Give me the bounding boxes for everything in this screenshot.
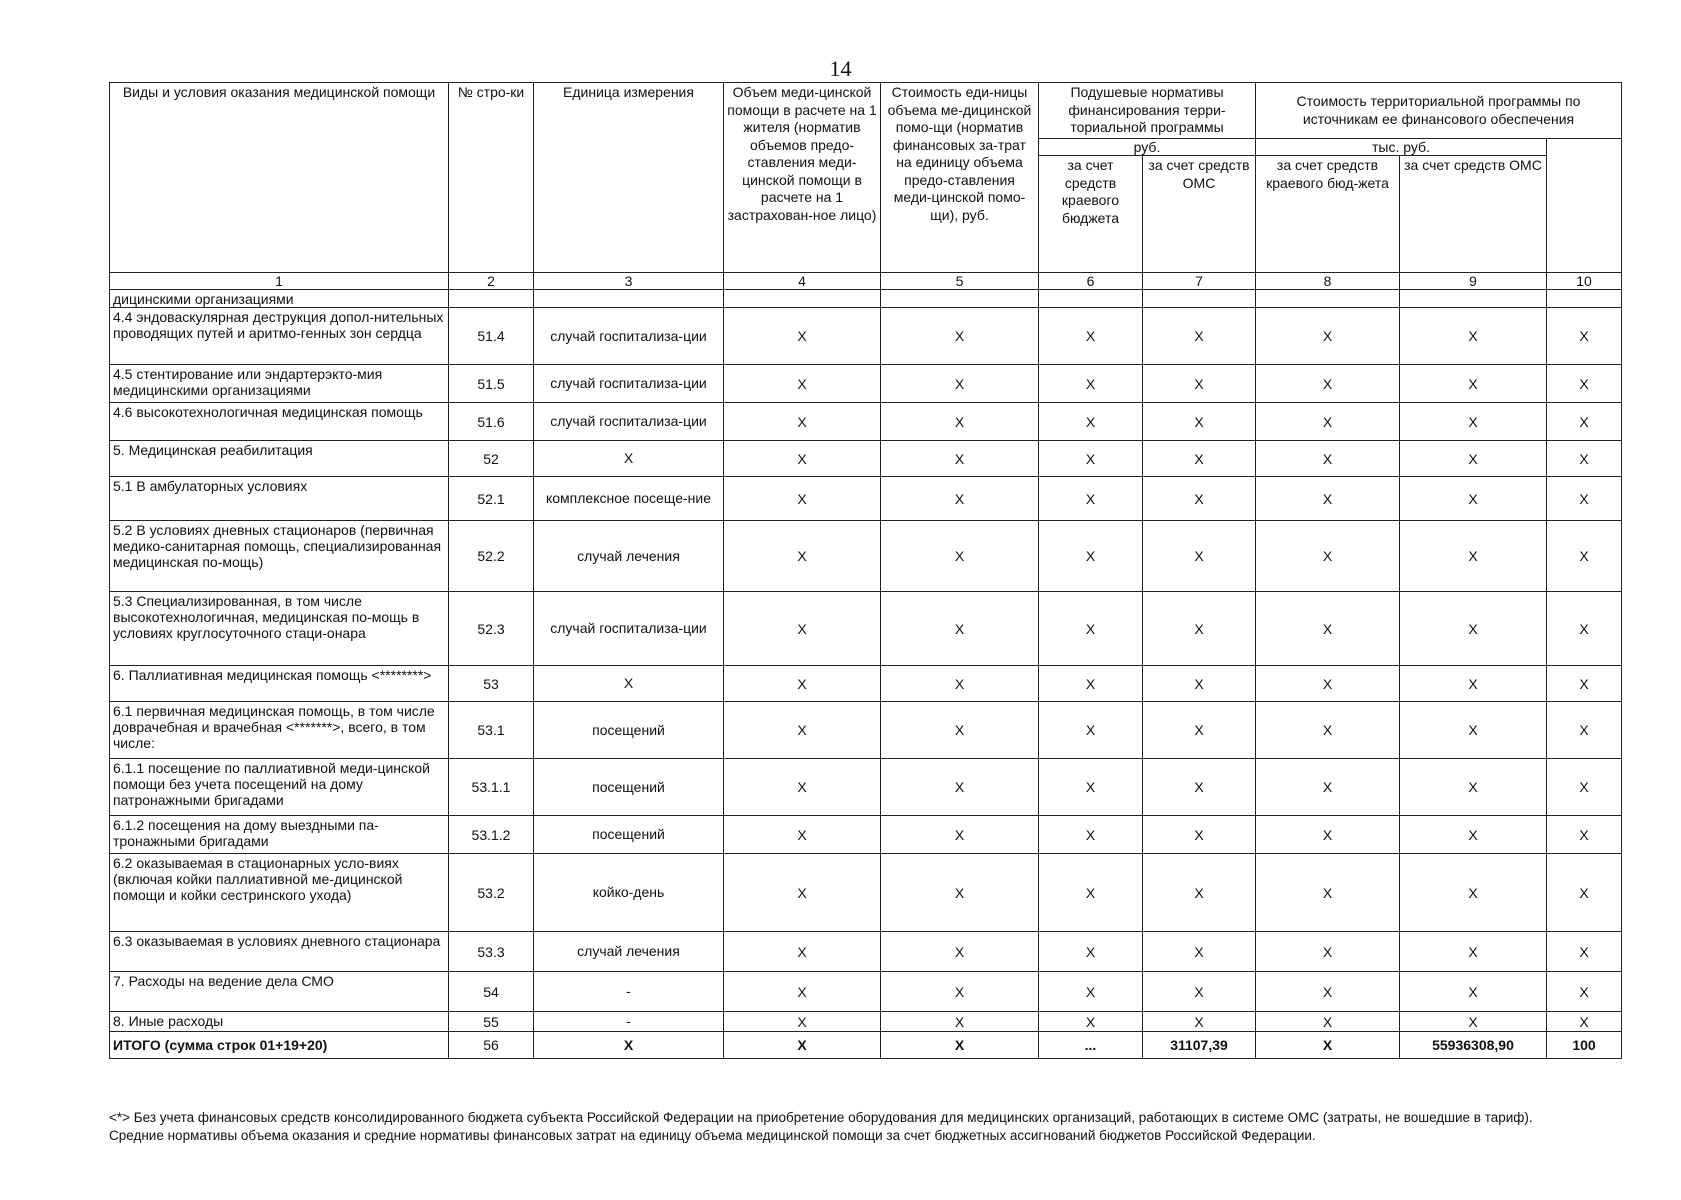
row-number-cell: 51.5: [449, 365, 534, 403]
row-label: 6.1.2 посещения на дому выездными па-тронажными бригадами: [110, 816, 449, 854]
value-cell-c8: X: [1256, 666, 1400, 702]
value-cell-c6: X: [1039, 1012, 1143, 1032]
value-cell-c8: X: [1256, 854, 1400, 932]
row-label: 6.2 оказываемая в стационарных усло-виях (включая койки паллиативной ме-дицинской помощи и койки сестринского ухода): [110, 854, 449, 932]
column-index: 9: [1400, 273, 1547, 290]
value-cell-c7: X: [1143, 592, 1256, 666]
value-cell-c4: X: [724, 759, 881, 816]
value-cell-c7: X: [1143, 854, 1256, 932]
value-cell-c9: X: [1400, 759, 1547, 816]
value-cell-c6: X: [1039, 854, 1143, 932]
value-cell-c9: X: [1400, 816, 1547, 854]
unit-cell: случай лечения: [534, 521, 724, 592]
header-oms-norm: за счет средств ОМС: [1143, 156, 1256, 273]
header-care-types: Виды и условия оказания медицинской помощи: [110, 83, 449, 273]
row-label: ИТОГО (сумма строк 01+19+20): [110, 1032, 449, 1059]
row-label: 6.1.1 посещение по паллиативной меди-цинской помощи без учета посещений на дому патронажными бригадами: [110, 759, 449, 816]
value-cell-c6: X: [1039, 932, 1143, 972]
row-number-cell: 53: [449, 666, 534, 702]
unit-cell: X: [534, 666, 724, 702]
page-number: 14: [829, 56, 852, 81]
table-row: [110, 403, 1622, 441]
row-label: 4.4 эндоваскулярная деструкция допол-нительных проводящих путей и аритмо-генных зон сердца: [110, 308, 449, 365]
value-cell-c5: X: [881, 365, 1039, 403]
value-cell-c4: X: [724, 972, 881, 1012]
header-unit-rub: руб.: [1039, 139, 1256, 156]
unit-cell: X: [534, 441, 724, 477]
value-cell-c6: X: [1039, 403, 1143, 441]
value-cell-c7: X: [1143, 365, 1256, 403]
unit-cell: случай госпитализа-ции: [534, 403, 724, 441]
value-cell-c5: X: [881, 1012, 1039, 1032]
value-cell-c4: X: [724, 666, 881, 702]
value-cell-c9: 55936308,90: [1400, 1032, 1547, 1059]
value-cell-c7: X: [1143, 702, 1256, 759]
table-row: [110, 365, 1622, 403]
value-cell-c7: X: [1143, 759, 1256, 816]
table-row: [110, 932, 1622, 972]
value-cell-c9: X: [1400, 1012, 1547, 1032]
row-label: 5.3 Специализированная, в том числе высокотехнологичная, медицинская по-мощь в условиях круглосуточного стаци-онара: [110, 592, 449, 666]
value-cell-c7: X: [1143, 816, 1256, 854]
unit-cell: посещений: [534, 816, 724, 854]
continuation-row: [110, 290, 1622, 308]
value-cell-c9: X: [1400, 932, 1547, 972]
value-cell-c4: X: [724, 702, 881, 759]
row-number-cell: 51.6: [449, 403, 534, 441]
unit-cell: комплексное посеще-ние: [534, 477, 724, 521]
empty-cell: [449, 290, 534, 308]
value-cell-c5: X: [881, 702, 1039, 759]
value-cell-c7: 31107,39: [1143, 1032, 1256, 1059]
value-cell-c6: X: [1039, 816, 1143, 854]
row-number-cell: 53.3: [449, 932, 534, 972]
row-label: 6.3 оказываемая в условиях дневного стационара: [110, 932, 449, 972]
unit-cell: X: [534, 1032, 724, 1059]
value-cell-c5: X: [881, 854, 1039, 932]
value-cell-c6: X: [1039, 759, 1143, 816]
value-cell-c8: X: [1256, 441, 1400, 477]
column-index: 1: [110, 273, 449, 290]
value-cell-c9: X: [1400, 592, 1547, 666]
header-volume-per-capita: Объем меди-цинской помощи в расчете на 1 жителя (норматив объемов предо-ставления меди-цинской помощи в расчете на 1 застрахован-ное лицо): [724, 83, 881, 273]
value-cell-c10: X: [1547, 854, 1622, 932]
value-cell-c7: X: [1143, 932, 1256, 972]
table-row: [110, 702, 1622, 759]
header-unit-cost: Стоимость еди-ницы объема ме-дицинской помо-щи (норматив финансовых за-трат на единицу объема предо-ставления меди-цинской помо-щи), руб.: [881, 83, 1039, 273]
value-cell-c7: X: [1143, 666, 1256, 702]
value-cell-c8: X: [1256, 972, 1400, 1012]
header-row-number: № стро-ки: [449, 83, 534, 273]
unit-cell: случай госпитализа-ции: [534, 308, 724, 365]
value-cell-c8: X: [1256, 365, 1400, 403]
column-index: 5: [881, 273, 1039, 290]
empty-cell: [881, 290, 1039, 308]
table-row: [110, 477, 1622, 521]
value-cell-c4: X: [724, 403, 881, 441]
value-cell-c9: X: [1400, 702, 1547, 759]
value-cell-c10: 100: [1547, 1032, 1622, 1059]
column-index: 6: [1039, 273, 1143, 290]
header-percent-empty: [1547, 139, 1622, 273]
unit-cell: случай лечения: [534, 932, 724, 972]
value-cell-c8: X: [1256, 816, 1400, 854]
value-cell-c9: X: [1400, 854, 1547, 932]
header-unit-thousand-rub: тыс. руб.: [1256, 139, 1547, 156]
unit-cell: случай госпитализа-ции: [534, 592, 724, 666]
table-row: [110, 441, 1622, 477]
value-cell-c8: X: [1256, 403, 1400, 441]
table-row: [110, 759, 1622, 816]
row-label: 6. Паллиативная медицинская помощь <********>: [110, 666, 449, 702]
row-label: 7. Расходы на ведение дела СМО: [110, 972, 449, 1012]
column-index: 3: [534, 273, 724, 290]
column-index-row: [110, 273, 1622, 290]
value-cell-c5: X: [881, 1032, 1039, 1059]
value-cell-c7: X: [1143, 521, 1256, 592]
column-index: 8: [1256, 273, 1400, 290]
value-cell-c4: X: [724, 521, 881, 592]
value-cell-c10: X: [1547, 666, 1622, 702]
row-label: 4.5 стентирование или эндартерэкто-мия медицинскими организациями: [110, 365, 449, 403]
header-oms-cost: за счет средств ОМС: [1400, 156, 1547, 273]
row-number-cell: 52.2: [449, 521, 534, 592]
row-number-cell: 51.4: [449, 308, 534, 365]
value-cell-c10: X: [1547, 592, 1622, 666]
value-cell-c5: X: [881, 592, 1039, 666]
row-label: 5.1 В амбулаторных условиях: [110, 477, 449, 521]
header-unit: Единица измерения: [534, 83, 724, 273]
value-cell-c10: X: [1547, 308, 1622, 365]
table-row: [110, 816, 1622, 854]
program-cost-table: [109, 82, 1622, 1059]
column-index: 2: [449, 273, 534, 290]
row-number-cell: 52.1: [449, 477, 534, 521]
value-cell-c5: X: [881, 759, 1039, 816]
value-cell-c10: X: [1547, 816, 1622, 854]
continuation-text: дицинскими организациями: [110, 290, 449, 308]
value-cell-c5: X: [881, 816, 1039, 854]
row-number-cell: 52: [449, 441, 534, 477]
row-label: 4.6 высокотехнологичная медицинская помощь: [110, 403, 449, 441]
value-cell-c6: ...: [1039, 1032, 1143, 1059]
row-number-cell: 53.1.1: [449, 759, 534, 816]
value-cell-c9: X: [1400, 308, 1547, 365]
row-number-cell: 54: [449, 972, 534, 1012]
value-cell-c7: X: [1143, 441, 1256, 477]
row-label: 8. Иные расходы: [110, 1012, 449, 1032]
table-row: [110, 521, 1622, 592]
value-cell-c10: X: [1547, 1012, 1622, 1032]
value-cell-c10: X: [1547, 477, 1622, 521]
row-number-cell: 56: [449, 1032, 534, 1059]
value-cell-c4: X: [724, 308, 881, 365]
value-cell-c8: X: [1256, 592, 1400, 666]
column-index: 7: [1143, 273, 1256, 290]
unit-cell: посещений: [534, 702, 724, 759]
row-label: 5.2 В условиях дневных стационаров (первичная медико-санитарная помощь, специализированная медицинская по-мощь): [110, 521, 449, 592]
column-index: 10: [1547, 273, 1622, 290]
value-cell-c7: X: [1143, 403, 1256, 441]
row-number-cell: 55: [449, 1012, 534, 1032]
value-cell-c10: X: [1547, 759, 1622, 816]
unit-cell: -: [534, 972, 724, 1012]
value-cell-c9: X: [1400, 972, 1547, 1012]
value-cell-c8: X: [1256, 308, 1400, 365]
table-row: [110, 592, 1622, 666]
empty-cell: [1547, 290, 1622, 308]
unit-cell: посещений: [534, 759, 724, 816]
value-cell-c4: X: [724, 932, 881, 972]
unit-cell: случай госпитализа-ции: [534, 365, 724, 403]
value-cell-c7: X: [1143, 1012, 1256, 1032]
value-cell-c4: X: [724, 1012, 881, 1032]
row-number-cell: 53.1.2: [449, 816, 534, 854]
value-cell-c10: X: [1547, 365, 1622, 403]
table-row: [110, 854, 1622, 932]
value-cell-c5: X: [881, 308, 1039, 365]
value-cell-c5: X: [881, 441, 1039, 477]
value-cell-c5: X: [881, 521, 1039, 592]
value-cell-c9: X: [1400, 666, 1547, 702]
empty-cell: [724, 290, 881, 308]
footnote: <*> Без учета финансовых средств консолидированного бюджета субъекта Российской Федерации на приобретение оборудования для медицинских организаций, работающих в системе ОМС (затраты, не вошедшие в тариф). Средние нормативы объема оказания и средние нормативы финансовых затрат на единицу объема медицинской помощи за счет бюджетных ассигнований бюджетов Российской Федерации.: [109, 1110, 1533, 1143]
header-program-cost: Стоимость территориальной программы по источникам ее финансового обеспечения: [1256, 83, 1622, 139]
value-cell-c9: X: [1400, 365, 1547, 403]
table-row: [110, 1012, 1622, 1032]
table-row: [110, 972, 1622, 1012]
header-per-capita-norms: Подушевые нормативы финансирования терри-ториальной программы: [1039, 83, 1256, 139]
table-row: [110, 666, 1622, 702]
value-cell-c8: X: [1256, 1032, 1400, 1059]
value-cell-c5: X: [881, 932, 1039, 972]
column-index: 4: [724, 273, 881, 290]
value-cell-c4: X: [724, 816, 881, 854]
value-cell-c9: X: [1400, 521, 1547, 592]
header-regional-budget-norm: за счет средств краевого бюджета: [1039, 156, 1143, 273]
row-label: 6.1 первичная медицинская помощь, в том числе доврачебная и врачебная <*******>, всего, в том числе:: [110, 702, 449, 759]
table-row: [110, 1032, 1622, 1059]
unit-cell: -: [534, 1012, 724, 1032]
value-cell-c9: X: [1400, 441, 1547, 477]
value-cell-c10: X: [1547, 932, 1622, 972]
value-cell-c4: X: [724, 854, 881, 932]
value-cell-c9: X: [1400, 477, 1547, 521]
value-cell-c5: X: [881, 403, 1039, 441]
value-cell-c8: X: [1256, 477, 1400, 521]
value-cell-c10: X: [1547, 521, 1622, 592]
value-cell-c7: X: [1143, 477, 1256, 521]
value-cell-c9: X: [1400, 403, 1547, 441]
value-cell-c6: X: [1039, 666, 1143, 702]
empty-cell: [1143, 290, 1256, 308]
row-label: 5. Медицинская реабилитация: [110, 441, 449, 477]
value-cell-c5: X: [881, 666, 1039, 702]
value-cell-c5: X: [881, 972, 1039, 1012]
value-cell-c5: X: [881, 477, 1039, 521]
empty-cell: [1039, 290, 1143, 308]
empty-cell: [1400, 290, 1547, 308]
value-cell-c4: X: [724, 441, 881, 477]
value-cell-c4: X: [724, 365, 881, 403]
value-cell-c10: X: [1547, 702, 1622, 759]
value-cell-c8: X: [1256, 702, 1400, 759]
empty-cell: [534, 290, 724, 308]
row-number-cell: 53.2: [449, 854, 534, 932]
value-cell-c10: X: [1547, 972, 1622, 1012]
value-cell-c8: X: [1256, 1012, 1400, 1032]
value-cell-c6: X: [1039, 702, 1143, 759]
value-cell-c10: X: [1547, 403, 1622, 441]
row-number-cell: 53.1: [449, 702, 534, 759]
value-cell-c8: X: [1256, 759, 1400, 816]
value-cell-c8: X: [1256, 521, 1400, 592]
value-cell-c6: X: [1039, 441, 1143, 477]
header-regional-budget-cost: за счет средств краевого бюд-жета: [1256, 156, 1400, 273]
value-cell-c6: X: [1039, 477, 1143, 521]
value-cell-c6: X: [1039, 365, 1143, 403]
value-cell-c7: X: [1143, 972, 1256, 1012]
unit-cell: койко-день: [534, 854, 724, 932]
value-cell-c10: X: [1547, 441, 1622, 477]
value-cell-c4: X: [724, 1032, 881, 1059]
value-cell-c6: X: [1039, 592, 1143, 666]
empty-cell: [1256, 290, 1400, 308]
value-cell-c4: X: [724, 592, 881, 666]
value-cell-c6: X: [1039, 521, 1143, 592]
value-cell-c6: X: [1039, 308, 1143, 365]
row-number-cell: 52.3: [449, 592, 534, 666]
value-cell-c4: X: [724, 477, 881, 521]
value-cell-c8: X: [1256, 932, 1400, 972]
value-cell-c7: X: [1143, 308, 1256, 365]
value-cell-c6: X: [1039, 972, 1143, 1012]
table-row: [110, 308, 1622, 365]
